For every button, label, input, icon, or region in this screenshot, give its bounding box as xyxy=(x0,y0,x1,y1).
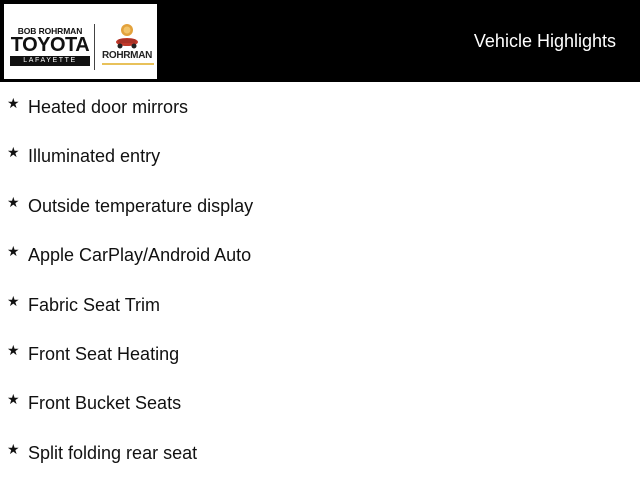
dealer-top-text: BOB ROHRMAN xyxy=(17,26,83,36)
list-item xyxy=(0,131,640,180)
list-item xyxy=(0,181,640,230)
list-item xyxy=(0,329,640,378)
highlight-label: Outside temperature display xyxy=(28,195,254,216)
star-icon: ★ xyxy=(7,441,20,458)
group-underline xyxy=(102,63,154,65)
dealer-main-text: TOYOTA xyxy=(10,34,90,56)
dealer-logo xyxy=(4,4,157,79)
page-title: Vehicle Highlights xyxy=(473,31,616,51)
highlight-label: Front Bucket Seats xyxy=(28,393,182,414)
highlight-label: Illuminated entry xyxy=(28,146,161,167)
header-bar xyxy=(0,0,640,82)
star-icon: ★ xyxy=(7,194,20,211)
logo-divider xyxy=(94,24,95,70)
group-name-text: ROHRMAN xyxy=(101,50,153,61)
star-icon: ★ xyxy=(7,342,20,359)
highlight-label: Apple CarPlay/Android Auto xyxy=(28,245,252,266)
star-icon: ★ xyxy=(7,293,20,310)
star-icon: ★ xyxy=(7,244,20,261)
highlight-label: Heated door mirrors xyxy=(28,97,189,117)
list-item xyxy=(0,378,640,427)
lion-icon xyxy=(110,22,144,50)
group-logo xyxy=(96,16,158,76)
list-item xyxy=(0,280,640,329)
star-icon: ★ xyxy=(7,145,20,162)
highlight-label: Split folding rear seat xyxy=(28,442,198,463)
highlights-list xyxy=(0,82,640,477)
list-item xyxy=(0,428,640,477)
star-icon: ★ xyxy=(7,392,20,409)
highlight-label: Fabric Seat Trim xyxy=(28,294,161,315)
dealer-location-text: LAFAYETTE xyxy=(10,56,90,66)
highlight-label: Front Seat Heating xyxy=(28,343,180,364)
star-icon: ★ xyxy=(7,96,20,112)
list-item xyxy=(0,82,640,131)
dealer-wordmark xyxy=(8,26,92,66)
list-item xyxy=(0,230,640,279)
